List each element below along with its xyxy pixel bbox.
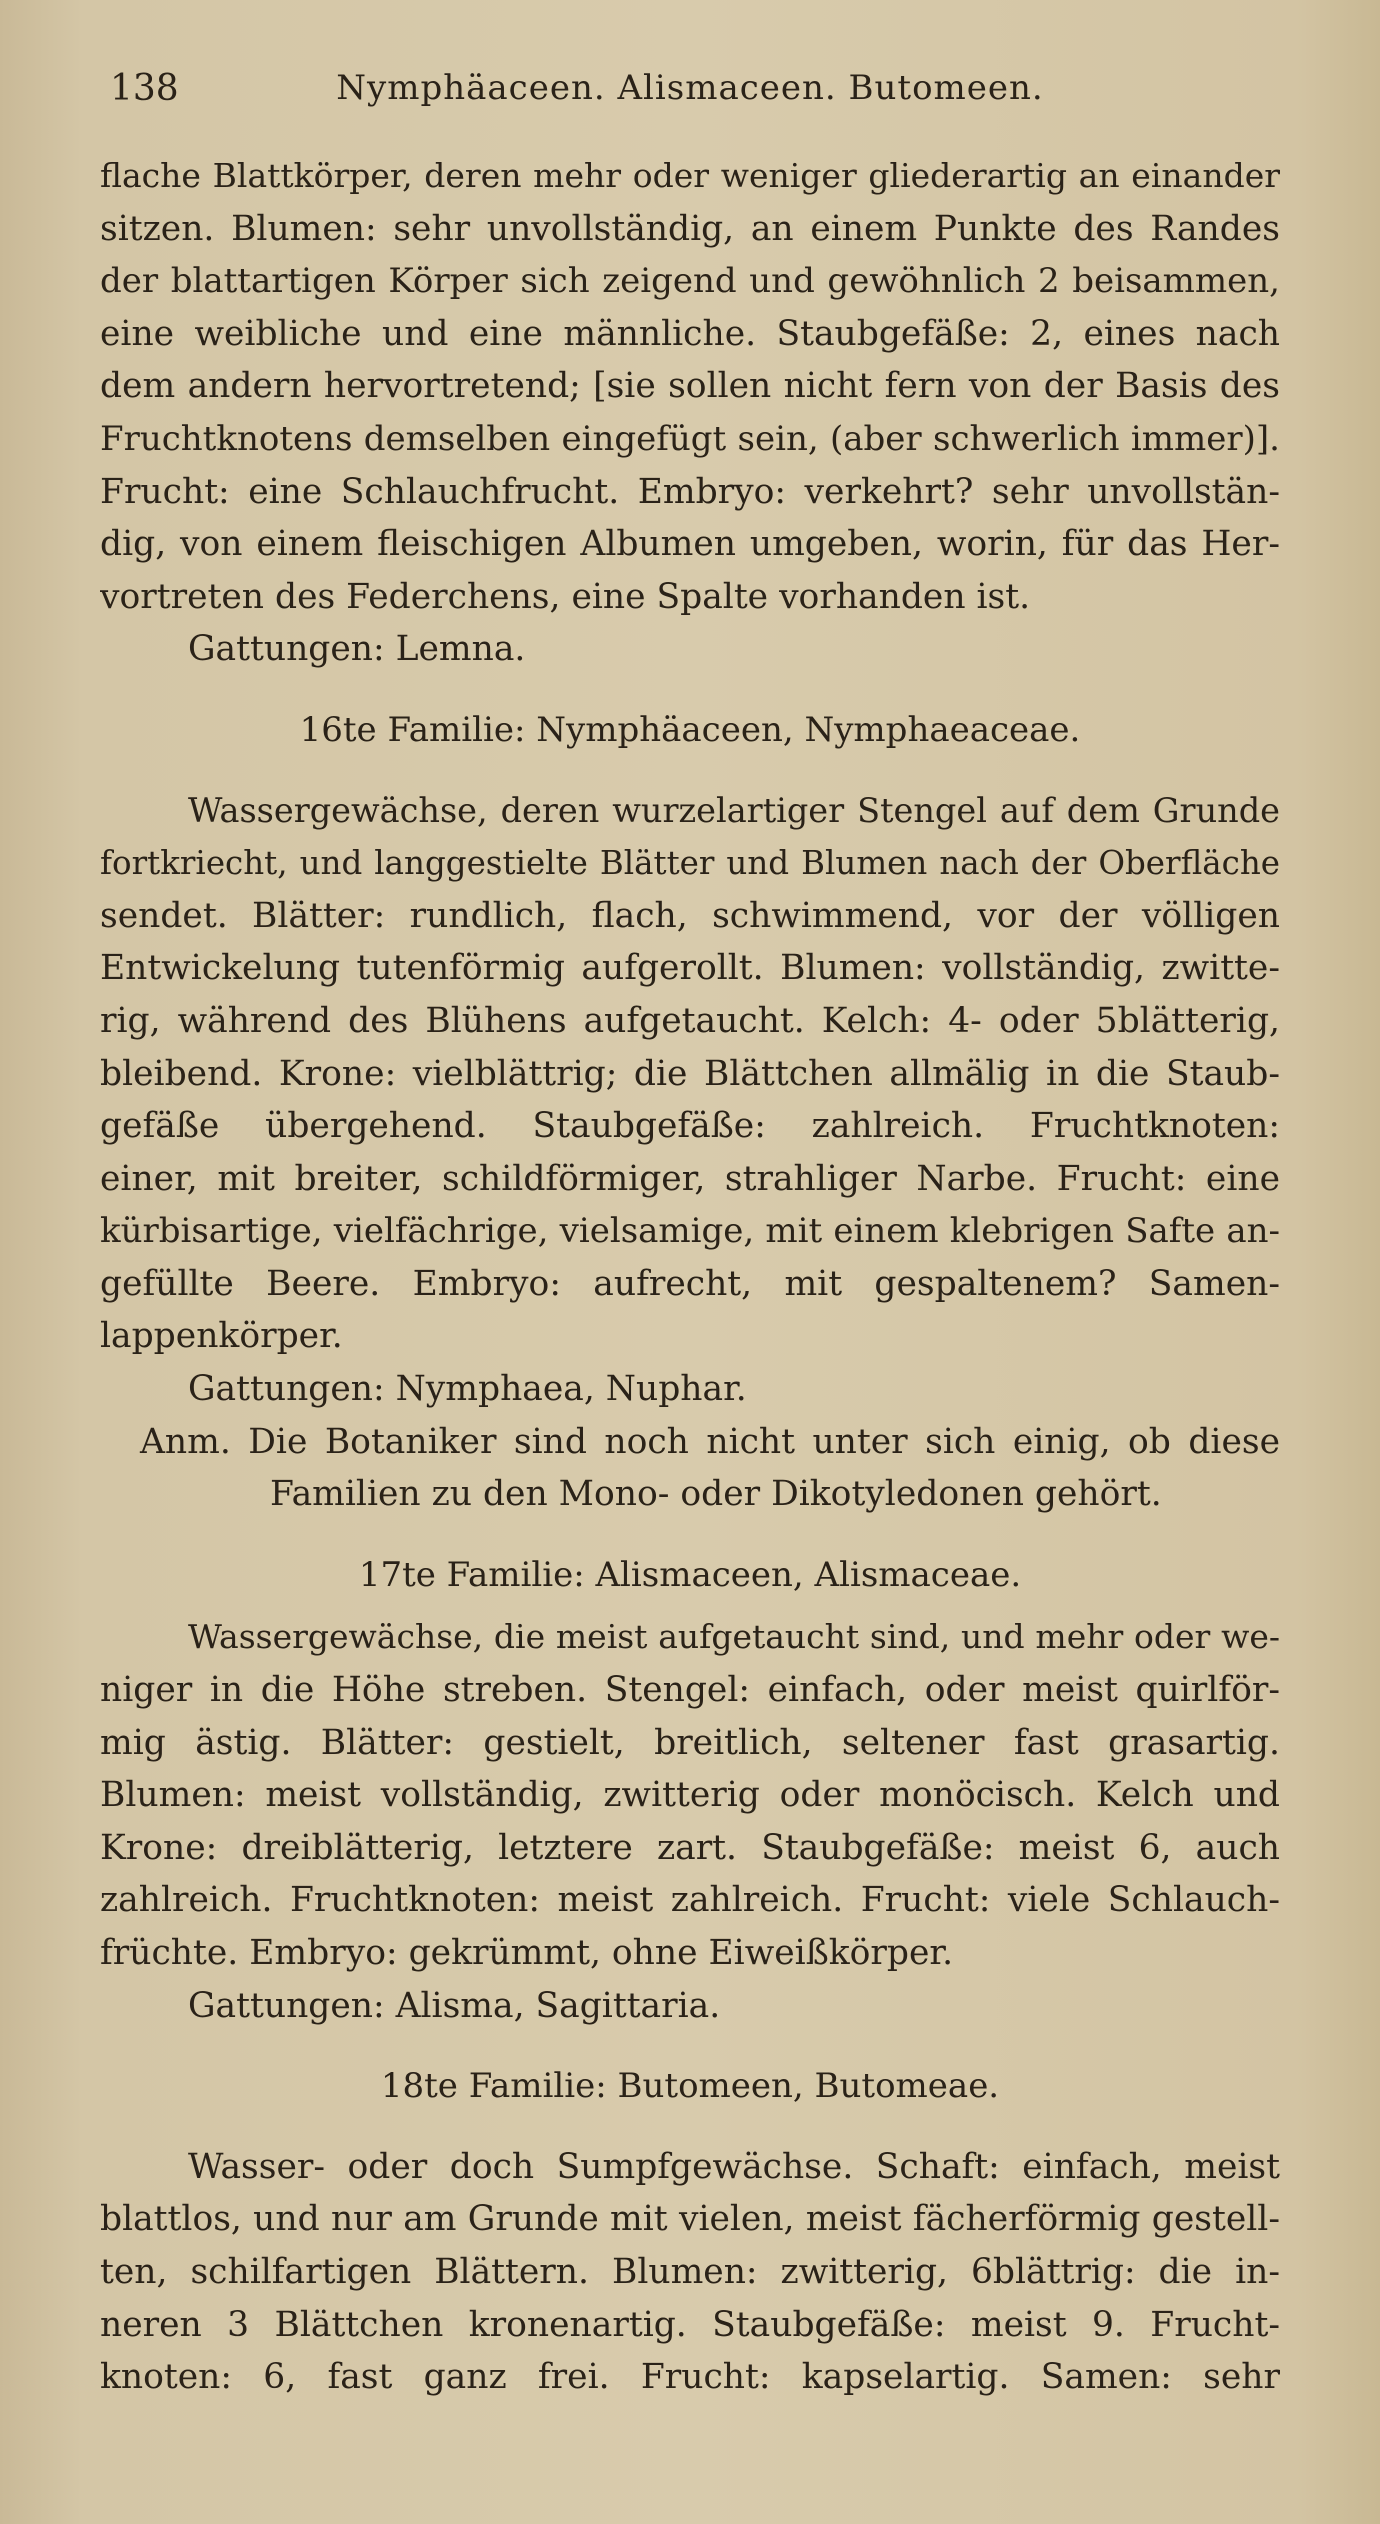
text-line: blattlos, und nur am Grunde mit vielen, meist fächerförmig gestell-: [100, 2199, 1280, 2240]
text-line: knoten: 6, fast ganz frei. Frucht: kapselartig. Samen: sehr: [100, 2357, 1280, 2398]
page-number: 138: [110, 68, 179, 109]
page-header: [98, 68, 1282, 118]
text-line: niger in die Höhe streben. Stengel: einfach, oder meist quirlför-: [100, 1670, 1280, 1711]
family-heading-butomeae: 18te Familie: Butomeen, Butomeae.: [380, 2066, 1000, 2107]
text-line: dem andern hervortretend; [sie sollen nicht fern von der Basis des: [100, 366, 1280, 407]
alismaceae-genera: [100, 1980, 1280, 2033]
butomeae-description: [100, 2141, 1280, 2404]
text-line: lappenkörper.: [100, 1316, 343, 1357]
genera-line: Gattungen: Nymphaea, Nuphar.: [188, 1369, 747, 1410]
text-line: ten, schilfartigen Blättern. Blumen: zwitterig, 6blättrig: die in-: [100, 2251, 1280, 2292]
text-line: fortkriecht, und langgestielte Blätter und Blumen nach der Oberfläche: [100, 844, 1280, 883]
text-line: flache Blattkörper, deren mehr oder weniger gliederartig an einander: [100, 156, 1280, 195]
note-line: Anm. Die Botaniker sind noch nicht unter sich einig, ob diese: [140, 1421, 1280, 1462]
genera-line: Gattungen: Lemna.: [188, 629, 526, 670]
note-line: Familien zu den Mono- oder Dikotyledonen gehört.: [270, 1474, 1162, 1515]
text-line: Wassergewächse, deren wurzelartiger Stengel auf dem Grunde: [188, 790, 1280, 830]
nymphaeaceae-description: [100, 785, 1280, 1364]
text-line: kürbisartige, vielfächrige, vielsamige, mit einem klebrigen Safte an-: [100, 1211, 1280, 1252]
family-heading-nymphaeaceae: 16te Familie: Nymphäaceen, Nymphaeaceae.: [299, 709, 1081, 750]
text-line: Frucht: eine Schlauchfrucht. Embryo: verkehrt? sehr unvollstän-: [100, 471, 1280, 512]
nymphaeaceae-genera: [100, 1363, 1280, 1416]
lemna-description: [100, 150, 1280, 623]
text-line: neren 3 Blättchen kronenartig. Staubgefäße: meist 9. Frucht-: [100, 2304, 1280, 2345]
text-line: Entwickelung tutenförmig aufgerollt. Blumen: vollständig, zwitte-: [100, 948, 1280, 989]
text-line: zahlreich. Fruchtknoten: meist zahlreich. Frucht: viele Schlauch-: [100, 1880, 1280, 1921]
text-line: Fruchtknotens demselben eingefügt sein, (aber schwerlich immer)].: [100, 418, 1280, 459]
text-line: gefüllte Beere. Embryo: aufrecht, mit gespaltenem? Samen-: [100, 1263, 1280, 1304]
text-line: Krone: dreiblätterig, letztere zart. Staubgefäße: meist 6, auch: [100, 1827, 1280, 1868]
text-line: sendet. Blätter: rundlich, flach, schwimmend, vor der völligen: [100, 895, 1280, 936]
text-line: vortreten des Federchens, eine Spalte vorhanden ist.: [100, 576, 1031, 617]
text-line: der blattartigen Körper sich zeigend und gewöhnlich 2 beisammen,: [100, 261, 1280, 302]
text-line: bleibend. Krone: vielblättrig; die Blättchen allmälig in die Staub-: [100, 1053, 1280, 1094]
nymphaeaceae-note: [100, 1416, 1280, 1521]
text-line: sitzen. Blumen: sehr unvollständig, an einem Punkte des Randes: [100, 208, 1280, 249]
text-line: dig, von einem fleischigen Albumen umgeben, worin, für das Her-: [100, 524, 1280, 565]
lemna-genera: [100, 623, 1280, 676]
genera-line: Gattungen: Alisma, Sagittaria.: [188, 1985, 721, 2026]
text-line: Blumen: meist vollständig, zwitterig oder monöcisch. Kelch und: [100, 1775, 1280, 1816]
alismaceae-description: [100, 1611, 1280, 1979]
text-line: rig, während des Blühens aufgetaucht. Kelch: 4- oder 5blätterig,: [100, 1000, 1280, 1041]
text-line: gefäße übergehend. Staubgefäße: zahlreich. Fruchtknoten:: [100, 1106, 1280, 1147]
text-line: Wassergewächse, die meist aufgetaucht sind, und mehr oder we-: [188, 1617, 1280, 1657]
page-body: [100, 150, 1280, 2404]
text-line: früchte. Embryo: gekrümmt, ohne Eiweißkörper.: [100, 1933, 954, 1973]
text-line: mig ästig. Blätter: gestielt, breitlich, seltener fast grasartig.: [100, 1722, 1280, 1763]
family-heading-alismaceae: 17te Familie: Alismaceen, Alismaceae.: [358, 1554, 1022, 1595]
text-line: eine weibliche und eine männliche. Staubgefäße: 2, eines nach: [100, 313, 1280, 354]
text-line: Wasser- oder doch Sumpfgewächse. Schaft: einfach, meist: [188, 2146, 1280, 2187]
text-line: einer, mit breiter, schildförmiger, strahliger Narbe. Frucht: eine: [100, 1158, 1280, 1199]
running-head: Nymphäaceen. Alismaceen. Butomeen.: [336, 68, 1044, 108]
